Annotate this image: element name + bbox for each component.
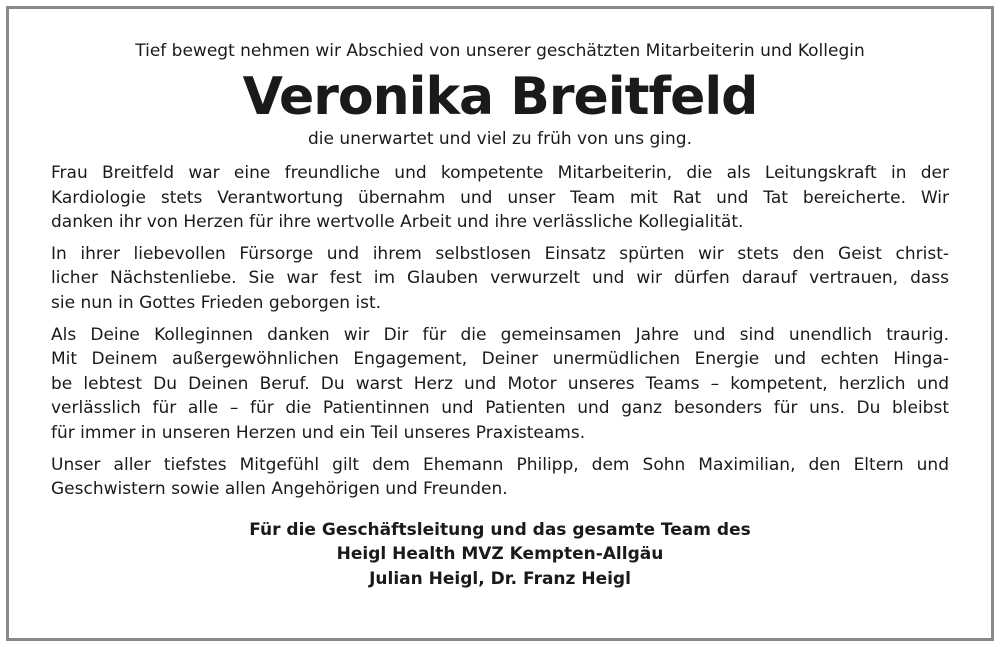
deceased-name: Veronika Breitfeld [242, 67, 758, 127]
intro-text: Tief bewegt nehmen wir Abschied von unserer geschätzten Mitarbeiterin und Kollegin [135, 41, 865, 61]
paragraph-line: Mit Deinem außergewöhnlichen Engagement, Deiner unermüdlichen Energie und echten Hinga- [51, 349, 949, 370]
paragraph-line: be lebtest Du Deinen Beruf. Du warst Herz und Motor unseres Teams – kompetent, herzlich und [51, 373, 949, 394]
paragraph-line: Unser aller tiefstes Mitgefühl gilt dem Ehemann Philipp, dem Sohn Maximilian, den Eltern und [51, 454, 949, 475]
paragraph-line: verlässlich für alle – für die Patientinnen und Patienten und ganz besonders für uns. Du bleibst [51, 398, 949, 419]
paragraph-line: Geschwistern sowie allen Angehörigen und Freunden. [51, 479, 508, 500]
paragraph-line: Als Deine Kolleginnen danken wir Dir für die gemeinsamen Jahre und sind unendlich traurig. [51, 324, 949, 345]
paragraph-line: Frau Breitfeld war eine freundliche und kompetente Mitarbeiterin, die als Leitungskraft in der [51, 163, 949, 183]
paragraph-line: Kardiologie stets Verantwortung übernahm und unser Team mit Rat und Tat bereicherte. Wir [51, 187, 949, 208]
signature-line: Für die Geschäftsleitung und das gesamte Team des [249, 519, 751, 540]
paragraph-colleagues [51, 323, 949, 446]
subline-text: die unerwartet und viel zu früh von uns ging. [308, 129, 692, 149]
signature-line: Heigl Health MVZ Kempten-Allgäu [336, 544, 664, 565]
signature-block [51, 518, 949, 592]
paragraph-line: sie nun in Gottes Frieden geborgen ist. [51, 292, 382, 313]
obituary-notice [51, 40, 949, 591]
paragraph-line: danken ihr von Herzen für ihre wertvolle Arbeit und ihre verlässliche Kollegialität. [51, 212, 744, 233]
paragraph-line: In ihrer liebevollen Fürsorge und ihrem selbstlosen Einsatz spürten wir stets den Geist christ- [51, 243, 949, 264]
paragraph-tribute [51, 161, 949, 235]
paragraph-faith [51, 242, 949, 316]
signature-line: Julian Heigl, Dr. Franz Heigl [369, 568, 631, 589]
paragraph-condolences [51, 453, 949, 502]
paragraph-line: licher Nächstenliebe. Sie war fest im Glauben verwurzelt und wir dürfen darauf vertrauen, dass [51, 268, 949, 289]
paragraph-line: für immer in unseren Herzen und ein Teil unseres Praxisteams. [51, 422, 586, 443]
